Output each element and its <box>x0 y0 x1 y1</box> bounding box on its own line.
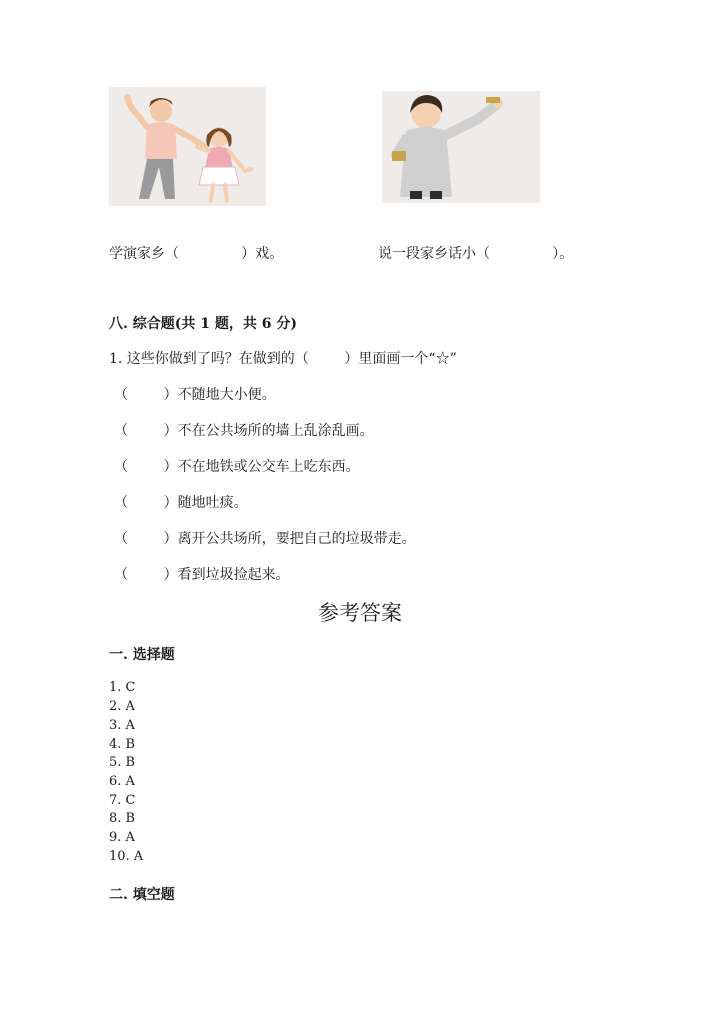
answers-section-1-title: 一. 选择题 <box>109 647 175 663</box>
caption-right: 说一段家乡话小（ ）。 <box>378 246 574 262</box>
dancing-illustration <box>109 87 266 206</box>
option-2: （ ）不在公共场所的墙上乱涂乱画。 <box>114 423 374 439</box>
storyteller-illustration <box>382 91 540 203</box>
option-5: （ ）离开公共场所，要把自己的垃圾带走。 <box>114 531 416 547</box>
option-4: （ ）随地吐痰。 <box>114 495 248 511</box>
answers-section-2-title: 二. 填空题 <box>109 887 175 903</box>
answer-item: 1. C <box>109 680 136 695</box>
option-6: （ ）看到垃圾捡起来。 <box>114 567 290 583</box>
storyteller-boy-image <box>382 91 540 203</box>
answer-item: 5. B <box>109 755 136 770</box>
answer-item: 6. A <box>109 774 135 789</box>
answer-item: 7. C <box>109 793 136 808</box>
section-8-title: 八. 综合题(共 1 题，共 6 分) <box>109 316 297 332</box>
option-1: （ ）不随地大小便。 <box>114 387 276 403</box>
question-1: 1. 这些你做到了吗？在做到的（ ）里面画一个“☆” <box>109 351 457 367</box>
answer-item: 2. A <box>109 699 135 714</box>
answer-item: 10. A <box>109 849 144 864</box>
option-3: （ ）不在地铁或公交车上吃东西。 <box>114 459 360 475</box>
answer-item: 8. B <box>109 811 136 826</box>
answer-item: 3. A <box>109 718 135 733</box>
dancing-figures-image <box>109 87 266 206</box>
answer-item: 4. B <box>109 737 136 752</box>
caption-left: 学演家乡（ ）戏。 <box>109 246 284 262</box>
answer-item: 9. A <box>109 830 135 845</box>
answer-title: 参考答案 <box>318 601 402 625</box>
